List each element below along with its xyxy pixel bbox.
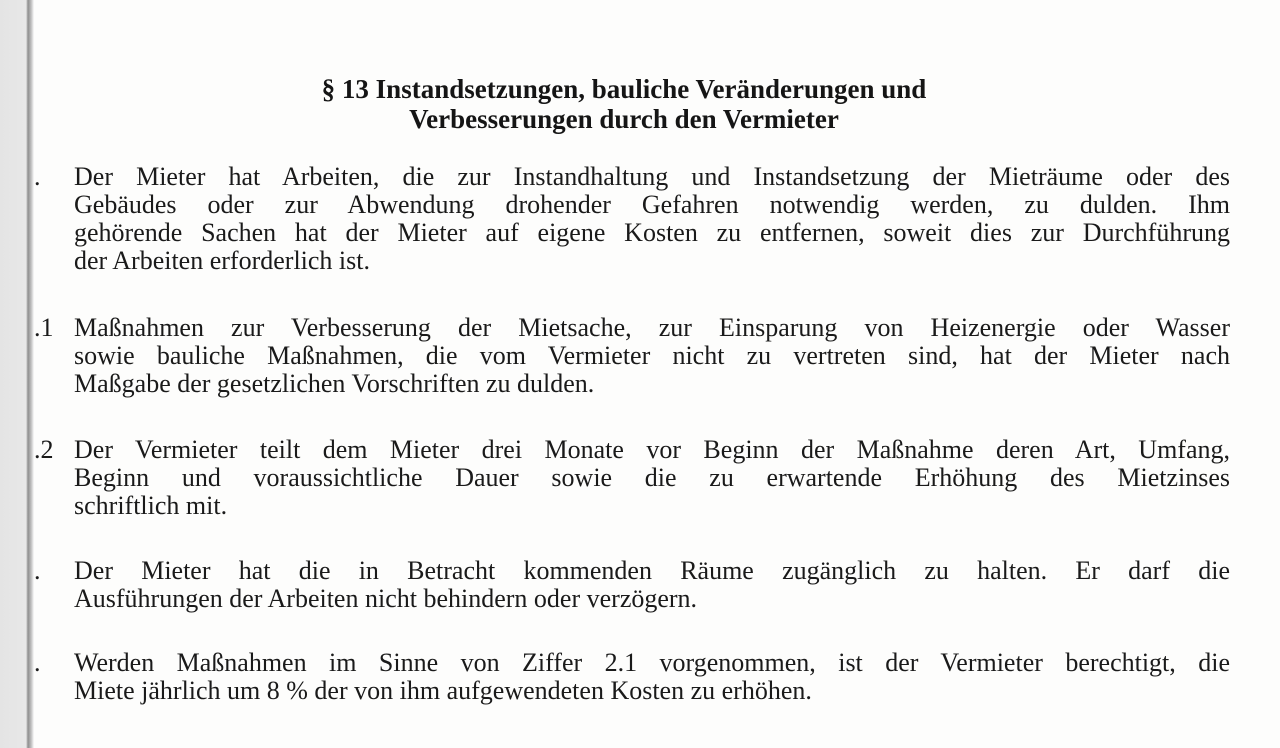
section-heading-line-2: Verbesserungen durch den Vermieter bbox=[409, 104, 839, 134]
paragraph-text bbox=[74, 436, 1230, 520]
text-line: Der Mieter hat die in Betracht kommenden Räume zugänglich zu halten. Er darf die bbox=[74, 556, 1230, 585]
text-line: Werden Maßnahmen im Sinne von Ziffer 2.1 vorgenommen, ist der Vermieter berechtigt, die bbox=[74, 648, 1230, 677]
paragraph-text bbox=[74, 557, 1230, 613]
text-line: Der Vermieter teilt dem Mieter drei Monate vor Beginn der Maßnahme deren Art, Umfang, bbox=[74, 435, 1230, 464]
text-line: der Arbeiten erforderlich ist. bbox=[74, 246, 370, 275]
paragraph-3 bbox=[34, 436, 1230, 520]
paragraph-text bbox=[74, 163, 1230, 275]
paragraph-5 bbox=[34, 649, 1230, 705]
text-line: Beginn und voraussichtliche Dauer sowie die zu erwartende Erhöhung des Mietzinses bbox=[74, 463, 1230, 492]
paragraph-number: . bbox=[34, 162, 41, 191]
paragraph-number: .1 bbox=[34, 313, 54, 342]
paragraph-4 bbox=[34, 557, 1230, 613]
paragraph-number: . bbox=[34, 556, 41, 585]
text-line: schriftlich mit. bbox=[74, 491, 228, 520]
paragraph-text bbox=[74, 649, 1230, 705]
paragraph-text bbox=[74, 314, 1230, 398]
text-line: sowie bauliche Maßnahmen, die vom Vermieter nicht zu vertreten sind, hat der Mieter nach bbox=[74, 341, 1230, 370]
text-line: Ausführungen der Arbeiten nicht behindern oder verzögern. bbox=[74, 584, 698, 613]
text-line: Maßgabe der gesetzlichen Vorschriften zu dulden. bbox=[74, 369, 595, 398]
paragraph-number: .2 bbox=[34, 435, 54, 464]
text-line: Maßnahmen zur Verbesserung der Mietsache, zur Einsparung von Heizenergie oder Wasser bbox=[74, 313, 1230, 342]
text-line: Gebäudes oder zur Abwendung drohender Gefahren notwendig werden, zu dulden. Ihm bbox=[74, 190, 1230, 219]
paragraph-1 bbox=[34, 163, 1230, 275]
text-line: gehörende Sachen hat der Mieter auf eigene Kosten zu entfernen, soweit dies zur Durchführung bbox=[74, 218, 1230, 247]
paragraph-number: . bbox=[34, 648, 41, 677]
section-heading-line-1: § 13 Instandsetzungen, bauliche Veränderungen und bbox=[321, 74, 927, 104]
paragraph-2 bbox=[34, 314, 1230, 398]
text-line: Der Mieter hat Arbeiten, die zur Instandhaltung und Instandsetzung der Mieträume oder des bbox=[74, 162, 1230, 191]
text-line: Miete jährlich um 8 % der von ihm aufgewendeten Kosten zu erhöhen. bbox=[74, 676, 812, 705]
